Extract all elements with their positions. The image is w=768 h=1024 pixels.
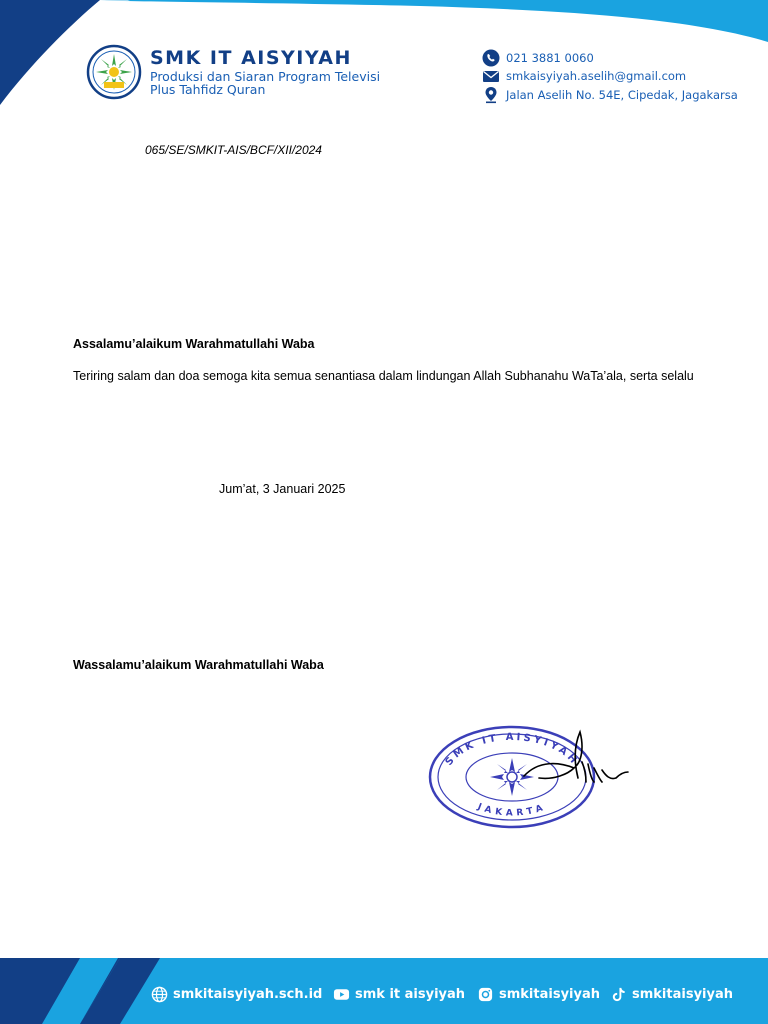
mail-icon	[482, 67, 500, 85]
footer-youtube[interactable]	[333, 985, 465, 1003]
contact-email[interactable]	[482, 67, 686, 85]
phone-icon	[482, 49, 500, 67]
school-logo	[86, 44, 142, 100]
globe-icon	[151, 986, 168, 1003]
tiktok-icon	[610, 986, 627, 1003]
letter-greeting: Assalamu’alaikum Warahmatullahi Waba	[73, 337, 315, 351]
phone-text: 021 3881 0060	[506, 51, 594, 65]
tiktok-text: smkitaisyiyah	[632, 986, 733, 1002]
contact-address[interactable]	[482, 86, 738, 104]
letter-body: Teriring salam dan doa semoga kita semua senantiasa dalam lindungan Allah Subhanahu WaTa’ala, serta selalu	[73, 369, 694, 383]
school-tagline-1: Produksi dan Siaran Program Televisi	[150, 69, 381, 84]
school-tagline-2: Plus Tahfidz Quran	[150, 82, 266, 97]
contact-phone[interactable]	[482, 49, 594, 67]
youtube-icon	[333, 986, 350, 1003]
letter-closing: Wassalamu’alaikum Warahmatullahi Waba	[73, 658, 324, 672]
footer-instagram[interactable]	[477, 985, 600, 1003]
footer-tiktok[interactable]	[610, 985, 733, 1003]
stamp-top-text: SMK IT AISYIYAH	[443, 731, 581, 768]
svg-text:JAKARTA	[475, 802, 548, 819]
stamp-bottom-text: JAKARTA	[476, 802, 548, 819]
youtube-text: smk it aisyiyah	[355, 986, 466, 1002]
website-text: smkitaisyiyah.sch.id	[173, 986, 323, 1002]
instagram-icon	[477, 986, 494, 1003]
email-text: smkaisyiyah.aselih@gmail.com	[506, 69, 687, 83]
address-text: Jalan Aselih No. 54E, Cipedak, Jagakarsa	[506, 88, 738, 102]
school-name: SMK IT AISYIYAH	[150, 47, 352, 69]
stamp-signature	[424, 722, 630, 832]
location-icon	[482, 86, 500, 104]
instagram-text: smkitaisyiyah	[499, 986, 600, 1002]
letter-date: Jum’at, 3 Januari 2025	[219, 482, 346, 496]
footer-website[interactable]	[151, 985, 322, 1003]
letter-number: 065/SE/SMKIT-AIS/BCF/XII/2024	[145, 143, 322, 157]
